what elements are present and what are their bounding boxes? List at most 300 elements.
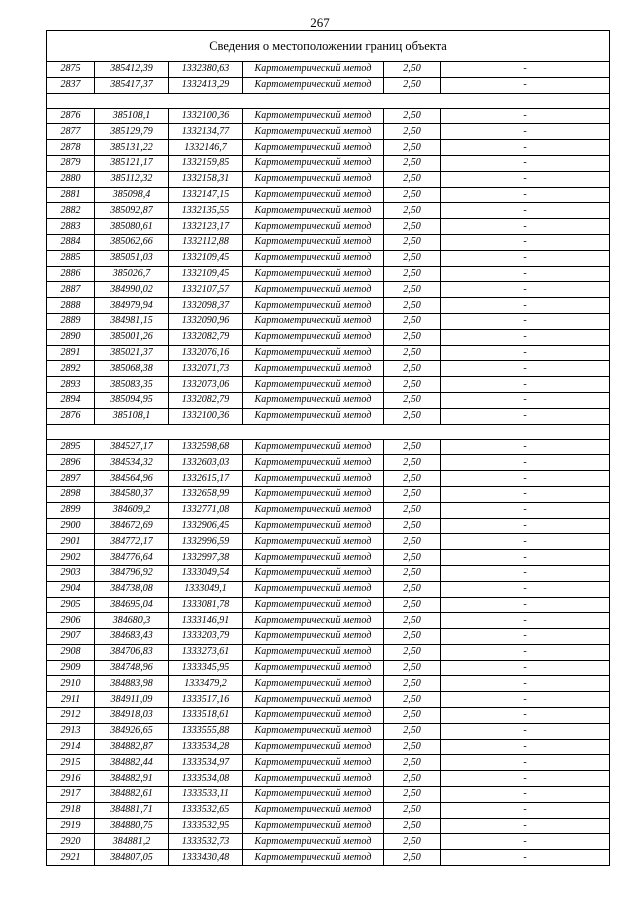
point-number-cell: 2916 xyxy=(47,771,95,787)
coord-y-cell: 1332107,57 xyxy=(169,282,243,298)
description-cell: - xyxy=(441,329,610,345)
accuracy-cell: 2,50 xyxy=(384,250,441,266)
table-row xyxy=(47,266,610,282)
description-cell: - xyxy=(441,486,610,502)
method-cell: Картометрический метод xyxy=(243,439,384,455)
method-cell: Картометрический метод xyxy=(243,518,384,534)
table-row xyxy=(47,313,610,329)
table-row xyxy=(47,203,610,219)
table-row xyxy=(47,250,610,266)
coord-x-cell: 385108,1 xyxy=(95,108,169,124)
accuracy-cell: 2,50 xyxy=(384,439,441,455)
method-cell: Картометрический метод xyxy=(243,408,384,424)
description-cell: - xyxy=(441,771,610,787)
point-number-cell: 2915 xyxy=(47,755,95,771)
table-row xyxy=(47,581,610,597)
coord-x-cell: 385051,03 xyxy=(95,250,169,266)
point-number-cell: 2903 xyxy=(47,565,95,581)
empty-cell xyxy=(95,93,169,108)
coord-y-cell: 1333533,11 xyxy=(169,787,243,803)
accuracy-cell: 2,50 xyxy=(384,124,441,140)
point-number-cell: 2892 xyxy=(47,361,95,377)
method-cell: Картометрический метод xyxy=(243,377,384,393)
point-number-cell: 2887 xyxy=(47,282,95,298)
coord-x-cell: 385417,37 xyxy=(95,77,169,93)
table-row xyxy=(47,692,610,708)
description-cell: - xyxy=(441,250,610,266)
description-cell: - xyxy=(441,282,610,298)
coord-x-cell: 384882,87 xyxy=(95,739,169,755)
coord-y-cell: 1333532,73 xyxy=(169,834,243,850)
empty-cell xyxy=(243,93,384,108)
coord-x-cell: 384990,02 xyxy=(95,282,169,298)
table-row xyxy=(47,771,610,787)
point-number-cell: 2913 xyxy=(47,723,95,739)
coord-x-cell: 384883,98 xyxy=(95,676,169,692)
point-number-cell: 2898 xyxy=(47,486,95,502)
table-row xyxy=(47,108,610,124)
method-cell: Картометрический метод xyxy=(243,234,384,250)
description-cell: - xyxy=(441,787,610,803)
page-number: 267 xyxy=(310,15,330,30)
accuracy-cell: 2,50 xyxy=(384,834,441,850)
method-cell: Картометрический метод xyxy=(243,455,384,471)
point-number-cell: 2897 xyxy=(47,471,95,487)
coord-y-cell: 1333534,28 xyxy=(169,739,243,755)
coord-y-cell: 1332147,15 xyxy=(169,187,243,203)
coord-x-cell: 385094,95 xyxy=(95,392,169,408)
table-row xyxy=(47,534,610,550)
accuracy-cell: 2,50 xyxy=(384,787,441,803)
coord-y-cell: 1332603,03 xyxy=(169,455,243,471)
point-number-cell: 2877 xyxy=(47,124,95,140)
coord-x-cell: 384796,92 xyxy=(95,565,169,581)
coord-y-cell: 1333534,97 xyxy=(169,755,243,771)
description-cell: - xyxy=(441,439,610,455)
method-cell: Картометрический метод xyxy=(243,266,384,282)
description-cell: - xyxy=(441,298,610,314)
coord-y-cell: 1333049,54 xyxy=(169,565,243,581)
method-cell: Картометрический метод xyxy=(243,771,384,787)
point-number-cell: 2893 xyxy=(47,377,95,393)
coord-y-cell: 1332997,38 xyxy=(169,550,243,566)
point-number-cell: 2899 xyxy=(47,502,95,518)
description-cell: - xyxy=(441,471,610,487)
accuracy-cell: 2,50 xyxy=(384,219,441,235)
method-cell: Картометрический метод xyxy=(243,203,384,219)
point-number-cell: 2880 xyxy=(47,171,95,187)
table-row xyxy=(47,77,610,93)
accuracy-cell: 2,50 xyxy=(384,282,441,298)
method-cell: Картометрический метод xyxy=(243,802,384,818)
method-cell: Картометрический метод xyxy=(243,565,384,581)
boundary-table xyxy=(46,30,610,866)
accuracy-cell: 2,50 xyxy=(384,140,441,156)
method-cell: Картометрический метод xyxy=(243,155,384,171)
accuracy-cell: 2,50 xyxy=(384,471,441,487)
coord-y-cell: 1333146,91 xyxy=(169,613,243,629)
accuracy-cell: 2,50 xyxy=(384,203,441,219)
description-cell: - xyxy=(441,534,610,550)
accuracy-cell: 2,50 xyxy=(384,581,441,597)
method-cell: Картометрический метод xyxy=(243,739,384,755)
coord-y-cell: 1333479,2 xyxy=(169,676,243,692)
coord-y-cell: 1332109,45 xyxy=(169,266,243,282)
method-cell: Картометрический метод xyxy=(243,219,384,235)
table-row xyxy=(47,597,610,613)
coord-x-cell: 384882,44 xyxy=(95,755,169,771)
coord-y-cell: 1332906,45 xyxy=(169,518,243,534)
point-number-cell: 2907 xyxy=(47,629,95,645)
point-number-cell: 2885 xyxy=(47,250,95,266)
coord-y-cell: 1332134,77 xyxy=(169,124,243,140)
accuracy-cell: 2,50 xyxy=(384,155,441,171)
coord-x-cell: 384683,43 xyxy=(95,629,169,645)
point-number-cell: 2894 xyxy=(47,392,95,408)
coord-y-cell: 1332135,55 xyxy=(169,203,243,219)
coord-x-cell: 384880,75 xyxy=(95,818,169,834)
table-row xyxy=(47,486,610,502)
accuracy-cell: 2,50 xyxy=(384,518,441,534)
accuracy-cell: 2,50 xyxy=(384,723,441,739)
table-row xyxy=(47,392,610,408)
description-cell: - xyxy=(441,723,610,739)
table-row xyxy=(47,234,610,250)
description-cell: - xyxy=(441,802,610,818)
coord-y-cell: 1332146,7 xyxy=(169,140,243,156)
coord-y-cell: 1332100,36 xyxy=(169,408,243,424)
point-number-cell: 2900 xyxy=(47,518,95,534)
description-cell: - xyxy=(441,692,610,708)
description-cell: - xyxy=(441,234,610,250)
description-cell: - xyxy=(441,219,610,235)
table-row xyxy=(47,62,610,78)
point-number-cell: 2909 xyxy=(47,660,95,676)
coord-y-cell: 1332158,31 xyxy=(169,171,243,187)
coord-y-cell: 1332598,68 xyxy=(169,439,243,455)
coord-x-cell: 385001,26 xyxy=(95,329,169,345)
method-cell: Картометрический метод xyxy=(243,723,384,739)
coord-x-cell: 384882,91 xyxy=(95,771,169,787)
accuracy-cell: 2,50 xyxy=(384,771,441,787)
coord-y-cell: 1333345,95 xyxy=(169,660,243,676)
table-row xyxy=(47,187,610,203)
point-number-cell: 2886 xyxy=(47,266,95,282)
method-cell: Картометрический метод xyxy=(243,392,384,408)
description-cell: - xyxy=(441,408,610,424)
table-row xyxy=(47,676,610,692)
method-cell: Картометрический метод xyxy=(243,550,384,566)
accuracy-cell: 2,50 xyxy=(384,755,441,771)
coord-y-cell: 1332123,17 xyxy=(169,219,243,235)
point-number-cell: 2911 xyxy=(47,692,95,708)
coord-x-cell: 384695,04 xyxy=(95,597,169,613)
coord-x-cell: 385108,1 xyxy=(95,408,169,424)
coord-y-cell: 1333518,61 xyxy=(169,708,243,724)
description-cell: - xyxy=(441,124,610,140)
accuracy-cell: 2,50 xyxy=(384,329,441,345)
description-cell: - xyxy=(441,708,610,724)
accuracy-cell: 2,50 xyxy=(384,62,441,78)
method-cell: Картометрический метод xyxy=(243,124,384,140)
method-cell: Картометрический метод xyxy=(243,62,384,78)
coord-y-cell: 1333532,95 xyxy=(169,818,243,834)
point-number-cell: 2891 xyxy=(47,345,95,361)
point-number-cell: 2919 xyxy=(47,818,95,834)
table-row xyxy=(47,361,610,377)
coord-x-cell: 384918,03 xyxy=(95,708,169,724)
coord-y-cell: 1332073,06 xyxy=(169,377,243,393)
coord-y-cell: 1332082,79 xyxy=(169,329,243,345)
table-row xyxy=(47,408,610,424)
accuracy-cell: 2,50 xyxy=(384,802,441,818)
description-cell: - xyxy=(441,455,610,471)
description-cell: - xyxy=(441,140,610,156)
description-cell: - xyxy=(441,755,610,771)
point-number-cell: 2908 xyxy=(47,644,95,660)
coord-y-cell: 1332159,85 xyxy=(169,155,243,171)
accuracy-cell: 2,50 xyxy=(384,345,441,361)
coord-y-cell: 1332996,59 xyxy=(169,534,243,550)
description-cell: - xyxy=(441,502,610,518)
table-row xyxy=(47,613,610,629)
coord-y-cell: 1332112,88 xyxy=(169,234,243,250)
method-cell: Картометрический метод xyxy=(243,171,384,187)
method-cell: Картометрический метод xyxy=(243,345,384,361)
empty-cell xyxy=(441,424,610,439)
coord-x-cell: 384706,83 xyxy=(95,644,169,660)
table-row xyxy=(47,723,610,739)
method-cell: Картометрический метод xyxy=(243,818,384,834)
table-row xyxy=(47,124,610,140)
table-row xyxy=(47,755,610,771)
accuracy-cell: 2,50 xyxy=(384,313,441,329)
coord-y-cell: 1333555,88 xyxy=(169,723,243,739)
table-row xyxy=(47,345,610,361)
coord-x-cell: 384609,2 xyxy=(95,502,169,518)
method-cell: Картометрический метод xyxy=(243,250,384,266)
accuracy-cell: 2,50 xyxy=(384,676,441,692)
method-cell: Картометрический метод xyxy=(243,629,384,645)
accuracy-cell: 2,50 xyxy=(384,455,441,471)
coord-y-cell: 1333203,79 xyxy=(169,629,243,645)
empty-cell xyxy=(169,93,243,108)
table-row xyxy=(47,140,610,156)
empty-cell xyxy=(47,93,95,108)
coord-y-cell: 1332615,17 xyxy=(169,471,243,487)
point-number-cell: 2895 xyxy=(47,439,95,455)
coord-x-cell: 384748,96 xyxy=(95,660,169,676)
accuracy-cell: 2,50 xyxy=(384,534,441,550)
accuracy-cell: 2,50 xyxy=(384,565,441,581)
table-row xyxy=(47,660,610,676)
coord-y-cell: 1333430,48 xyxy=(169,850,243,866)
point-number-cell: 2890 xyxy=(47,329,95,345)
empty-cell xyxy=(47,424,95,439)
table-row xyxy=(47,629,610,645)
description-cell: - xyxy=(441,565,610,581)
description-cell: - xyxy=(441,377,610,393)
description-cell: - xyxy=(441,77,610,93)
coord-x-cell: 384672,69 xyxy=(95,518,169,534)
coord-y-cell: 1332658,99 xyxy=(169,486,243,502)
accuracy-cell: 2,50 xyxy=(384,644,441,660)
method-cell: Картометрический метод xyxy=(243,708,384,724)
point-number-cell: 2912 xyxy=(47,708,95,724)
empty-cell xyxy=(384,424,441,439)
accuracy-cell: 2,50 xyxy=(384,234,441,250)
coord-x-cell: 384807,05 xyxy=(95,850,169,866)
description-cell: - xyxy=(441,644,610,660)
accuracy-cell: 2,50 xyxy=(384,361,441,377)
accuracy-cell: 2,50 xyxy=(384,392,441,408)
table-row xyxy=(47,834,610,850)
point-number-cell: 2878 xyxy=(47,140,95,156)
accuracy-cell: 2,50 xyxy=(384,550,441,566)
description-cell: - xyxy=(441,581,610,597)
description-cell: - xyxy=(441,313,610,329)
coord-x-cell: 384527,17 xyxy=(95,439,169,455)
coord-y-cell: 1333532,65 xyxy=(169,802,243,818)
coord-x-cell: 385121,17 xyxy=(95,155,169,171)
coord-x-cell: 385083,35 xyxy=(95,377,169,393)
point-number-cell: 2906 xyxy=(47,613,95,629)
group-separator-row xyxy=(47,93,610,108)
table-row xyxy=(47,644,610,660)
method-cell: Картометрический метод xyxy=(243,108,384,124)
coord-x-cell: 385062,66 xyxy=(95,234,169,250)
coord-x-cell: 385129,79 xyxy=(95,124,169,140)
table-header-row xyxy=(47,31,610,62)
method-cell: Картометрический метод xyxy=(243,298,384,314)
table-row xyxy=(47,329,610,345)
coord-x-cell: 384981,15 xyxy=(95,313,169,329)
coord-x-cell: 384979,94 xyxy=(95,298,169,314)
point-number-cell: 2888 xyxy=(47,298,95,314)
accuracy-cell: 2,50 xyxy=(384,597,441,613)
point-number-cell: 2901 xyxy=(47,534,95,550)
description-cell: - xyxy=(441,361,610,377)
table-row xyxy=(47,550,610,566)
description-cell: - xyxy=(441,597,610,613)
accuracy-cell: 2,50 xyxy=(384,629,441,645)
coord-y-cell: 1332771,08 xyxy=(169,502,243,518)
point-number-cell: 2904 xyxy=(47,581,95,597)
table-row xyxy=(47,377,610,393)
description-cell: - xyxy=(441,108,610,124)
description-cell: - xyxy=(441,392,610,408)
accuracy-cell: 2,50 xyxy=(384,739,441,755)
accuracy-cell: 2,50 xyxy=(384,298,441,314)
table-row xyxy=(47,298,610,314)
coord-x-cell: 384534,32 xyxy=(95,455,169,471)
description-cell: - xyxy=(441,187,610,203)
description-cell: - xyxy=(441,203,610,219)
method-cell: Картометрический метод xyxy=(243,140,384,156)
description-cell: - xyxy=(441,629,610,645)
description-cell: - xyxy=(441,155,610,171)
coord-x-cell: 384772,17 xyxy=(95,534,169,550)
accuracy-cell: 2,50 xyxy=(384,692,441,708)
description-cell: - xyxy=(441,613,610,629)
coord-x-cell: 385412,39 xyxy=(95,62,169,78)
description-cell: - xyxy=(441,834,610,850)
coord-x-cell: 384776,64 xyxy=(95,550,169,566)
coord-y-cell: 1333534,08 xyxy=(169,771,243,787)
description-cell: - xyxy=(441,739,610,755)
description-cell: - xyxy=(441,518,610,534)
coord-y-cell: 1332413,29 xyxy=(169,77,243,93)
coord-y-cell: 1333273,61 xyxy=(169,644,243,660)
method-cell: Картометрический метод xyxy=(243,660,384,676)
coord-x-cell: 385021,37 xyxy=(95,345,169,361)
point-number-cell: 2914 xyxy=(47,739,95,755)
accuracy-cell: 2,50 xyxy=(384,108,441,124)
coord-y-cell: 1333517,16 xyxy=(169,692,243,708)
coord-x-cell: 384926,65 xyxy=(95,723,169,739)
coord-y-cell: 1332100,36 xyxy=(169,108,243,124)
method-cell: Картометрический метод xyxy=(243,834,384,850)
accuracy-cell: 2,50 xyxy=(384,77,441,93)
method-cell: Картометрический метод xyxy=(243,755,384,771)
accuracy-cell: 2,50 xyxy=(384,708,441,724)
coord-x-cell: 384564,96 xyxy=(95,471,169,487)
table-row xyxy=(47,787,610,803)
accuracy-cell: 2,50 xyxy=(384,408,441,424)
method-cell: Картометрический метод xyxy=(243,329,384,345)
table-row xyxy=(47,739,610,755)
method-cell: Картометрический метод xyxy=(243,676,384,692)
accuracy-cell: 2,50 xyxy=(384,818,441,834)
method-cell: Картометрический метод xyxy=(243,187,384,203)
method-cell: Картометрический метод xyxy=(243,597,384,613)
accuracy-cell: 2,50 xyxy=(384,486,441,502)
point-number-cell: 2883 xyxy=(47,219,95,235)
table-row xyxy=(47,171,610,187)
empty-cell xyxy=(384,93,441,108)
method-cell: Картометрический метод xyxy=(243,77,384,93)
point-number-cell: 2889 xyxy=(47,313,95,329)
description-cell: - xyxy=(441,660,610,676)
coord-y-cell: 1332071,73 xyxy=(169,361,243,377)
table-row xyxy=(47,471,610,487)
accuracy-cell: 2,50 xyxy=(384,187,441,203)
accuracy-cell: 2,50 xyxy=(384,613,441,629)
method-cell: Картометрический метод xyxy=(243,613,384,629)
point-number-cell: 2879 xyxy=(47,155,95,171)
description-cell: - xyxy=(441,266,610,282)
method-cell: Картометрический метод xyxy=(243,534,384,550)
point-number-cell: 2875 xyxy=(47,62,95,78)
table-row xyxy=(47,518,610,534)
description-cell: - xyxy=(441,345,610,361)
method-cell: Картометрический метод xyxy=(243,581,384,597)
accuracy-cell: 2,50 xyxy=(384,850,441,866)
point-number-cell: 2921 xyxy=(47,850,95,866)
group-separator-row xyxy=(47,424,610,439)
coord-x-cell: 385131,22 xyxy=(95,140,169,156)
method-cell: Картометрический метод xyxy=(243,692,384,708)
coord-x-cell: 384580,37 xyxy=(95,486,169,502)
point-number-cell: 2837 xyxy=(47,77,95,93)
accuracy-cell: 2,50 xyxy=(384,266,441,282)
table-row xyxy=(47,565,610,581)
coord-x-cell: 384680,3 xyxy=(95,613,169,629)
point-number-cell: 2902 xyxy=(47,550,95,566)
empty-cell xyxy=(243,424,384,439)
table-row xyxy=(47,818,610,834)
point-number-cell: 2910 xyxy=(47,676,95,692)
